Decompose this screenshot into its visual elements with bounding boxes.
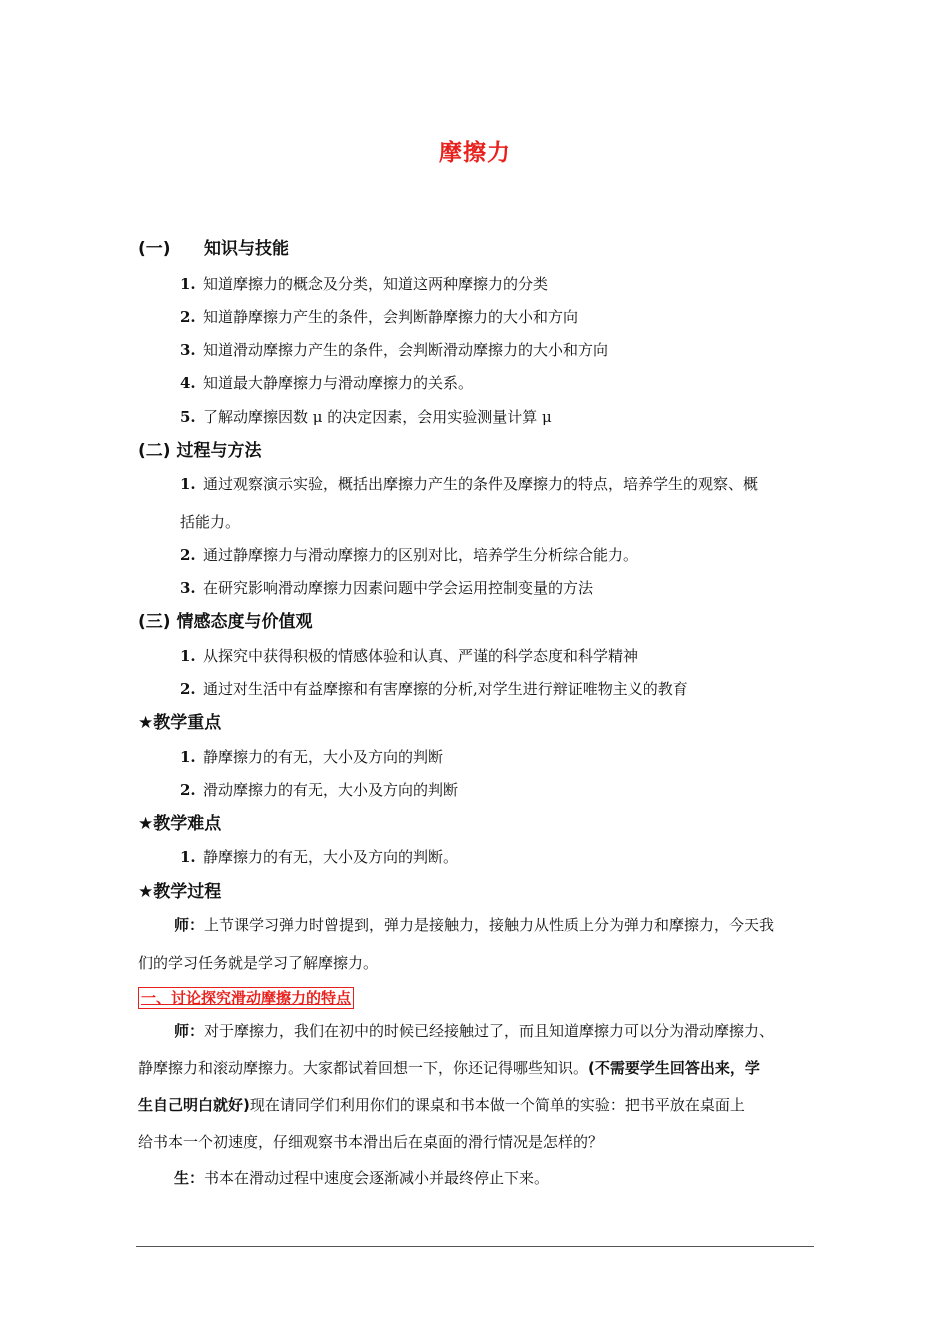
list-item: 2. 通过静摩擦力与滑动摩擦力的区别对比，培养学生分析综合能力。 bbox=[180, 546, 639, 564]
paragraph-teacher-question-line2: 静摩擦力和滚动摩擦力。大家都试着回想一下，你还记得哪些知识。(不需要学生回答出来，学 bbox=[138, 1059, 760, 1077]
paragraph-teacher-question: 师：对于摩擦力，我们在初中的时候已经接触过了，而且知道摩擦力可以分为滑动摩擦力、 bbox=[174, 1022, 775, 1040]
heading-attitude-values: (三) 情感态度与价值观 bbox=[138, 612, 313, 632]
heading-process-method: (二) 过程与方法 bbox=[138, 441, 262, 461]
heading-number: (一) bbox=[138, 239, 171, 259]
heading-difficult-points: ★教学难点 bbox=[138, 814, 222, 834]
list-item: 5. 了解动摩擦因数 μ 的决定因素，会用实验测量计算 μ bbox=[180, 408, 552, 426]
heading-label: 知识与技能 bbox=[204, 239, 289, 259]
list-item: 2. 通过对生活中有益摩擦和有害摩擦的分析,对学生进行辩证唯物主义的教育 bbox=[180, 680, 688, 698]
paragraph-teacher-intro-line2: 们的学习任务就是学习了解摩擦力。 bbox=[138, 954, 379, 972]
paragraph-teacher-intro: 师：上节课学习弹力时曾提到，弹力是接触力，接触力从性质上分为弹力和摩擦力，今天我 bbox=[174, 916, 775, 934]
list-item: 3. 在研究影响滑动摩擦力因素问题中学会运用控制变量的方法 bbox=[180, 579, 594, 597]
list-item: 1. 静摩擦力的有无，大小及方向的判断 bbox=[180, 748, 444, 766]
list-item: 3. 知道滑动摩擦力产生的条件，会判断滑动摩擦力的大小和方向 bbox=[180, 341, 609, 359]
list-item-continuation: 括能力。 bbox=[180, 513, 241, 531]
footer-divider bbox=[136, 1246, 814, 1247]
paragraph-teacher-question-line4: 给书本一个初速度，仔细观察书本滑出后在桌面的滑行情况是怎样的？ bbox=[138, 1133, 604, 1151]
paragraph-student-answer: 生：书本在滑动过程中速度会逐渐减小并最终停止下来。 bbox=[174, 1169, 550, 1187]
list-item: 2. 知道静摩擦力产生的条件，会判断静摩擦力的大小和方向 bbox=[180, 308, 579, 326]
heading-teaching-process: ★教学过程 bbox=[138, 882, 222, 902]
list-item: 1. 通过观察演示实验，概括出摩擦力产生的条件及摩擦力的特点，培养学生的观察、概 bbox=[180, 475, 759, 493]
paragraph-teacher-question-line3: 生自己明白就好)现在请同学们利用你们的课桌和书本做一个简单的实验：把书平放在桌面上 bbox=[138, 1096, 745, 1114]
page-title: 摩擦力 bbox=[439, 140, 511, 166]
heading-knowledge-skills bbox=[138, 237, 289, 261]
list-item: 1. 静摩擦力的有无，大小及方向的判断。 bbox=[180, 848, 459, 866]
list-item: 4. 知道最大静摩擦力与滑动摩擦力的关系。 bbox=[180, 374, 474, 392]
list-item: 1. 从探究中获得积极的情感体验和认真、严谨的科学态度和科学精神 bbox=[180, 647, 639, 665]
section-title-sliding-friction: 一、讨论探究滑动摩擦力的特点 bbox=[138, 987, 354, 1009]
list-item: 1. 知道摩擦力的概念及分类，知道这两种摩擦力的分类 bbox=[180, 275, 549, 293]
heading-key-points: ★教学重点 bbox=[138, 713, 222, 733]
list-item: 2. 滑动摩擦力的有无，大小及方向的判断 bbox=[180, 781, 459, 799]
